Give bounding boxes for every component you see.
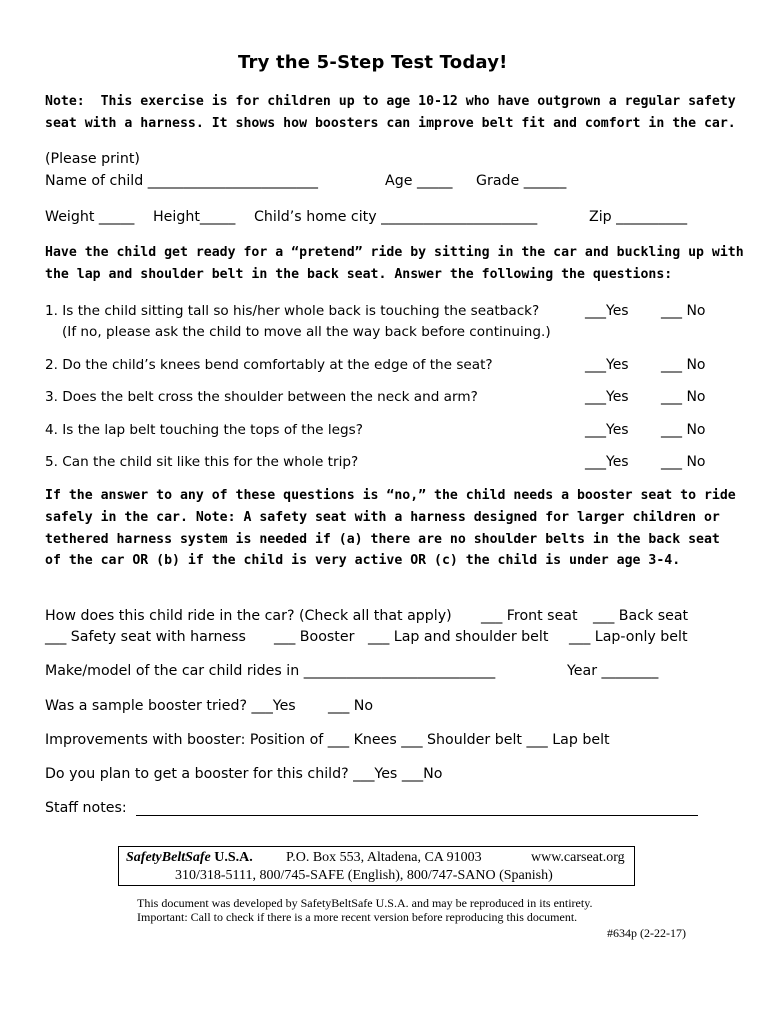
org-website[interactable]: www.carseat.org xyxy=(531,850,625,865)
sample-booster-yes[interactable]: Was a sample booster tried? ___Yes xyxy=(45,698,296,714)
warning-line-2: safely in the car. Note: A safety seat with a harness designed for larger children or xyxy=(45,510,720,525)
plan-booster-line[interactable]: Do you plan to get a booster for this child? ___Yes ___No xyxy=(45,766,443,782)
question-1-yes[interactable]: ___Yes xyxy=(585,303,629,319)
question-2: 2. Do the child’s knees bend comfortably at the edge of the seat? xyxy=(45,357,493,373)
question-3-no[interactable]: ___ No xyxy=(661,389,706,405)
question-3: 3. Does the belt cross the shoulder between the neck and arm? xyxy=(45,389,478,405)
question-2-no[interactable]: ___ No xyxy=(661,357,706,373)
ride-question: How does this child ride in the car? (Check all that apply) xyxy=(45,608,452,624)
question-1-no[interactable]: ___ No xyxy=(661,303,706,319)
print-note: (Please print) xyxy=(45,151,140,167)
contact-box xyxy=(118,846,635,886)
sample-booster-no[interactable]: ___ No xyxy=(328,698,374,714)
question-3-yes[interactable]: ___Yes xyxy=(585,389,629,405)
question-1: 1. Is the child sitting tall so his/her whole back is touching the seatback? xyxy=(45,303,540,319)
question-5-no[interactable]: ___ No xyxy=(661,454,706,470)
ride-lap-only-belt[interactable]: ___ Lap-only belt xyxy=(569,629,688,645)
org-name-italic: SafetyBeltSafe xyxy=(126,850,211,865)
org-name-suffix: U.S.A. xyxy=(210,850,253,865)
question-4-yes[interactable]: ___Yes xyxy=(585,422,629,438)
ride-back-seat[interactable]: ___ Back seat xyxy=(593,608,689,624)
ride-front-seat[interactable]: ___ Front seat xyxy=(481,608,578,624)
staff-notes-field[interactable] xyxy=(136,815,698,816)
weight-field[interactable]: Weight _____ xyxy=(45,209,135,225)
question-4: 4. Is the lap belt touching the tops of the legs? xyxy=(45,422,363,438)
question-2-yes[interactable]: ___Yes xyxy=(585,357,629,373)
home-city-field[interactable]: Child’s home city ______________________ xyxy=(254,209,538,225)
child-name-field[interactable]: Name of child ________________________ xyxy=(45,173,318,189)
disclaimer-line-1: This document was developed by SafetyBeltSafe U.S.A. and may be reproduced in its entirety. xyxy=(137,896,593,910)
height-field[interactable]: Height_____ xyxy=(153,209,236,225)
org-phones: 310/318-5111, 800/745-SAFE (English), 800/747-SANO (Spanish) xyxy=(175,868,553,883)
zip-field[interactable]: Zip __________ xyxy=(589,209,688,225)
warning-line-3: tethered harness system is needed if (a) there are no shoulder belts in the back seat xyxy=(45,532,720,547)
instructions-line-2: the lap and shoulder belt in the back seat. Answer the following the questions: xyxy=(45,267,673,282)
note-line-1: Note: This exercise is for children up to age 10-12 who have outgrown a regular safety xyxy=(45,94,736,109)
warning-line-4: of the car OR (b) if the child is very active OR (c) the child is under age 3-4. xyxy=(45,553,681,568)
note-line-2: seat with a harness. It shows how boosters can improve belt fit and comfort in the car. xyxy=(45,116,736,131)
improvements-line[interactable]: Improvements with booster: Position of ___ Knees ___ Shoulder belt ___ Lap belt xyxy=(45,732,610,748)
org-name xyxy=(126,850,253,866)
question-4-no[interactable]: ___ No xyxy=(661,422,706,438)
child-grade-field[interactable]: Grade ______ xyxy=(476,173,567,189)
car-year-field[interactable]: Year ________ xyxy=(567,663,659,679)
car-make-model-field[interactable]: Make/model of the car child rides in ___________________________ xyxy=(45,663,496,679)
child-age-field[interactable]: Age _____ xyxy=(385,173,453,189)
document-id: #634p (2-22-17) xyxy=(607,926,686,940)
ride-booster[interactable]: ___ Booster xyxy=(274,629,355,645)
instructions-line-1: Have the child get ready for a “pretend” ride by sitting in the car and buckling up with xyxy=(45,245,744,260)
warning-line-1: If the answer to any of these questions is “no,” the child needs a booster seat to ride xyxy=(45,488,736,503)
question-5-yes[interactable]: ___Yes xyxy=(585,454,629,470)
question-1-subnote: (If no, please ask the child to move all the way back before continuing.) xyxy=(62,324,551,340)
ride-lap-shoulder-belt[interactable]: ___ Lap and shoulder belt xyxy=(368,629,549,645)
ride-safety-seat-harness[interactable]: ___ Safety seat with harness xyxy=(45,629,246,645)
disclaimer-line-2: Important: Call to check if there is a more recent version before reproducing this document. xyxy=(137,910,578,924)
org-address: P.O. Box 553, Altadena, CA 91003 xyxy=(286,850,482,865)
page-title: Try the 5-Step Test Today! xyxy=(238,52,508,73)
staff-notes-label: Staff notes: xyxy=(45,800,127,816)
question-5: 5. Can the child sit like this for the whole trip? xyxy=(45,454,359,470)
